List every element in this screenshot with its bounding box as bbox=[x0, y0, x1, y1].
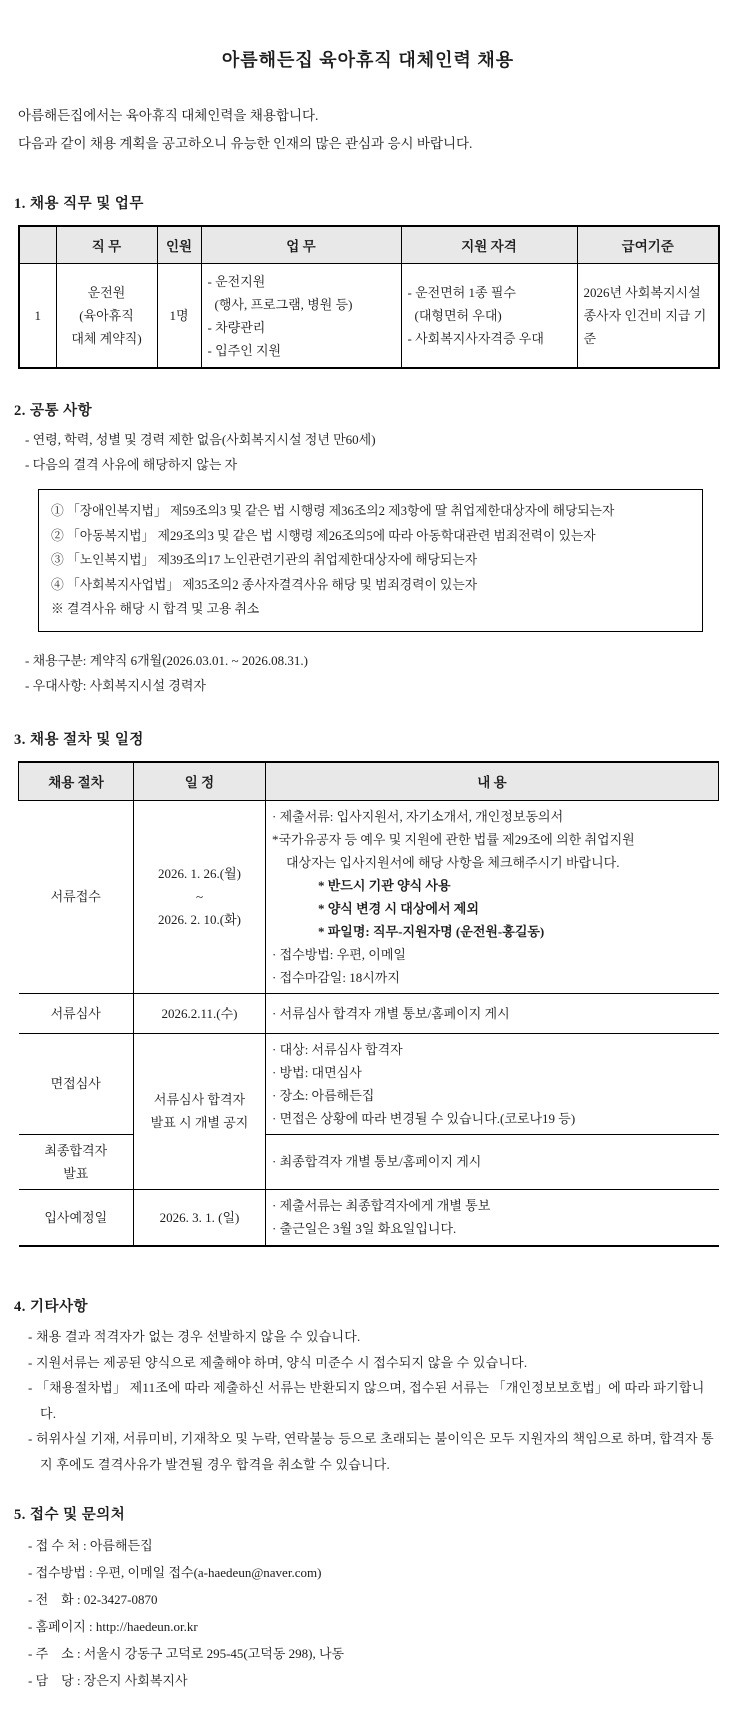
receipt-content-line: * 반드시 기관 양식 사용 bbox=[318, 877, 451, 893]
preference-note: - 우대사항: 사회복지시설 경력자 bbox=[25, 677, 206, 693]
job-table-header-count: 인원 bbox=[157, 226, 201, 264]
schedule-header-procedure: 채용 절차 bbox=[19, 762, 134, 801]
interview-content-line: · 면접은 상황에 따라 변경될 수 있습니다.(코로나19 등) bbox=[272, 1110, 576, 1126]
section1-heading: 1. 채용 직무 및 업무 bbox=[14, 196, 144, 212]
job-table-header-salary: 급여기준 bbox=[577, 226, 719, 264]
intro-paragraph bbox=[18, 102, 718, 158]
review-date: 2026.2.11.(수) bbox=[134, 993, 266, 1033]
schedule-header-content: 내 용 bbox=[266, 762, 719, 801]
schedule-header-row bbox=[19, 762, 719, 801]
receipt-content-line: * 양식 변경 시 대상에서 제외 bbox=[318, 900, 479, 916]
contact-person: - 담 당 : 장은지 사회복지사 bbox=[28, 1673, 188, 1688]
intro-line-2: 다음과 같이 채용 계획을 공고하오니 유능한 인재의 많은 관심과 응시 바랍니다. bbox=[18, 136, 473, 151]
section2-item: - 다음의 결격 사유에 해당하지 않는 자 bbox=[25, 457, 238, 472]
section5-heading: 5. 접수 및 문의처 bbox=[14, 1507, 126, 1523]
schedule-header-date: 일 정 bbox=[134, 762, 266, 801]
job-table-header-row bbox=[19, 226, 719, 264]
contact-method: - 접수방법 : 우편, 이메일 접수(a-haedeun@naver.com) bbox=[28, 1565, 322, 1580]
section4-item: - 「채용절차법」 제11조에 따라 제출하신 서류는 반환되지 않으며, 접수된 서류는 「개인정보보호법」에 따라 파기합니다. bbox=[28, 1380, 705, 1421]
interview-content-cell bbox=[266, 1033, 719, 1134]
schedule-row-review bbox=[19, 993, 719, 1033]
receipt-content-line: · 접수방법: 우편, 이메일 bbox=[272, 946, 406, 962]
receipt-date-line: 2026. 2. 10.(화) bbox=[158, 912, 241, 927]
interview-date-line: 발표 시 개별 공지 bbox=[150, 1115, 249, 1130]
job-table-header-job: 직 무 bbox=[56, 226, 157, 264]
job-no: 1 bbox=[19, 264, 56, 369]
job-count: 1명 bbox=[157, 264, 201, 369]
section2-heading: 2. 공통 사항 bbox=[14, 403, 93, 419]
job-duty-line: - 운전지원 bbox=[207, 273, 266, 289]
receipt-content-line: · 접수마감일: 18시까지 bbox=[272, 969, 400, 985]
disqualification-line: ④ 「사회복지사업법」 제35조의2 종사자결격사유 해당 및 범죄경력이 있는자 bbox=[51, 577, 478, 592]
job-qual-line: - 사회복지사자격증 우대 bbox=[407, 331, 544, 346]
job-duties-cell bbox=[201, 264, 401, 369]
employment-type-note: - 채용구분: 계약직 6개월(2026.03.01. ~ 2026.08.31.) bbox=[25, 652, 308, 668]
interview-content-line: · 방법: 대면심사 bbox=[272, 1064, 362, 1080]
receipt-content-cell bbox=[266, 800, 719, 993]
schedule-row-start bbox=[19, 1189, 719, 1246]
job-table-header-qual: 지원 자격 bbox=[401, 226, 577, 264]
job-name-line: 운전원 bbox=[87, 285, 126, 300]
section4-item: - 허위사실 기재, 서류미비, 기재착오 및 누락, 연락불능 등으로 초래되는 불이익은 모두 지원자의 책임으로 하며, 합격자 통지 후에도 결격사유가 발견될 경우 합격을 취소할 수 있습니다. bbox=[28, 1431, 714, 1472]
disqualification-line: ① 「장애인복지법」 제59조의3 및 같은 법 시행령 제36조의2 제3항에 딸 취업제한대상자에 해당되는자 bbox=[51, 504, 615, 518]
disqualification-line: ② 「아동복지법」 제29조의3 및 같은 법 시행령 제26조의5에 따라 아동학대관련 범죄전력이 있는자 bbox=[51, 528, 596, 543]
job-duty-line: (행사, 프로그램, 병원 등) bbox=[214, 296, 353, 312]
procedure-name: 면접심사 bbox=[19, 1033, 134, 1134]
procedure-name: 입사예정일 bbox=[19, 1189, 134, 1246]
section2-notes bbox=[18, 648, 718, 698]
job-table-header-no bbox=[19, 226, 56, 264]
intro-line-1: 아름해든집에서는 육아휴직 대체인력을 채용합니다. bbox=[18, 108, 319, 123]
job-table-header-duty: 업 무 bbox=[201, 226, 401, 264]
receipt-content-line: *국가유공자 등 예우 및 지원에 관한 법률 제29조에 의한 취업지원 bbox=[272, 831, 635, 847]
receipt-content-line: · 제출서류: 입사지원서, 자기소개서, 개인정보동의서 bbox=[272, 808, 564, 824]
job-qual-line: - 운전면허 1종 필수 bbox=[407, 285, 516, 300]
procedure-name-line: 발표 bbox=[63, 1165, 89, 1181]
interview-content-line: · 대상: 서류심사 합격자 bbox=[272, 1041, 403, 1057]
section2-item: - 연령, 학력, 성별 및 경력 제한 없음(사회복지시설 정년 만60세) bbox=[25, 432, 376, 447]
start-content-line: · 제출서류는 최종합격자에게 개별 통보 bbox=[272, 1198, 491, 1214]
review-content-cell: · 서류심사 합격자 개별 통보/홈페이지 게시 bbox=[266, 993, 719, 1033]
interview-date-cell bbox=[134, 1033, 266, 1189]
procedure-name-line: 최종합격자 bbox=[44, 1142, 108, 1158]
contact-office: - 접 수 처 : 아름해든집 bbox=[28, 1538, 153, 1553]
job-salary-cell: 2026년 사회복지시설 종사자 인건비 지급 기준 bbox=[577, 264, 719, 369]
procedure-name: 서류심사 bbox=[19, 993, 134, 1033]
section4-item: - 지원서류는 제공된 양식으로 제출해야 하며, 양식 미준수 시 접수되지 않을 수 있습니다. bbox=[28, 1354, 528, 1370]
receipt-date-line: 2026. 1. 26.(월) bbox=[158, 866, 241, 881]
procedure-name-cell bbox=[19, 1134, 134, 1189]
contact-phone: - 전 화 : 02-3427-0870 bbox=[28, 1592, 158, 1607]
disqualification-line: ③ 「노인복지법」 제39조의17 노인관련기관의 취업제한대상자에 해당되는자 bbox=[51, 553, 478, 567]
schedule-table bbox=[18, 761, 719, 1248]
receipt-date-cell bbox=[134, 800, 266, 993]
job-table bbox=[18, 225, 720, 369]
interview-date-line: 서류심사 합격자 bbox=[153, 1092, 246, 1107]
job-name-line: (육아휴직 bbox=[79, 308, 134, 323]
contact-homepage: - 홈페이지 : http://haedeun.or.kr bbox=[28, 1619, 198, 1634]
interview-content-line: · 장소: 아름해든집 bbox=[272, 1087, 375, 1103]
receipt-date-line: ~ bbox=[195, 889, 204, 904]
schedule-row-interview bbox=[19, 1033, 719, 1134]
job-qual-line: (대형면허 우대) bbox=[414, 308, 502, 323]
job-qualifications-cell bbox=[401, 264, 577, 369]
receipt-content-line: * 파일명: 직무-지원자명 (운전원-홍길동) bbox=[318, 923, 545, 939]
job-duty-line: - 차량관리 bbox=[207, 319, 266, 335]
section3-heading: 3. 채용 절차 및 일정 bbox=[14, 731, 144, 748]
section4-heading: 4. 기타사항 bbox=[14, 1299, 89, 1315]
start-content-line: · 출근일은 3월 3일 화요일입니다. bbox=[272, 1221, 457, 1237]
disqualification-box bbox=[38, 489, 703, 632]
job-table-row bbox=[19, 264, 719, 369]
start-content-cell bbox=[266, 1189, 719, 1246]
job-duty-line: - 입주인 지원 bbox=[207, 342, 282, 358]
disqualification-line: ※ 결격사유 해당 시 합격 및 고용 취소 bbox=[51, 602, 260, 616]
receipt-content-line: 대상자는 입사지원서에 해당 사항을 체크해주시기 바랍니다. bbox=[286, 854, 620, 870]
start-date: 2026. 3. 1. (일) bbox=[134, 1189, 266, 1246]
final-content-cell: · 최종합격자 개별 통보/홈페이지 게시 bbox=[266, 1134, 719, 1189]
job-name-line: 대체 계약직) bbox=[71, 331, 142, 346]
procedure-name: 서류접수 bbox=[19, 800, 134, 993]
section4-item: - 채용 결과 적격자가 없는 경우 선발하지 않을 수 있습니다. bbox=[28, 1329, 361, 1344]
job-name-cell bbox=[56, 264, 157, 369]
schedule-row-final bbox=[19, 1134, 719, 1189]
contact-address: - 주 소 : 서울시 강동구 고덕로 295-45(고덕동 298), 나동 bbox=[28, 1646, 345, 1661]
doc-title: 아름해든집 육아휴직 대체인력 채용 bbox=[221, 50, 515, 70]
schedule-row-receipt bbox=[19, 800, 719, 993]
